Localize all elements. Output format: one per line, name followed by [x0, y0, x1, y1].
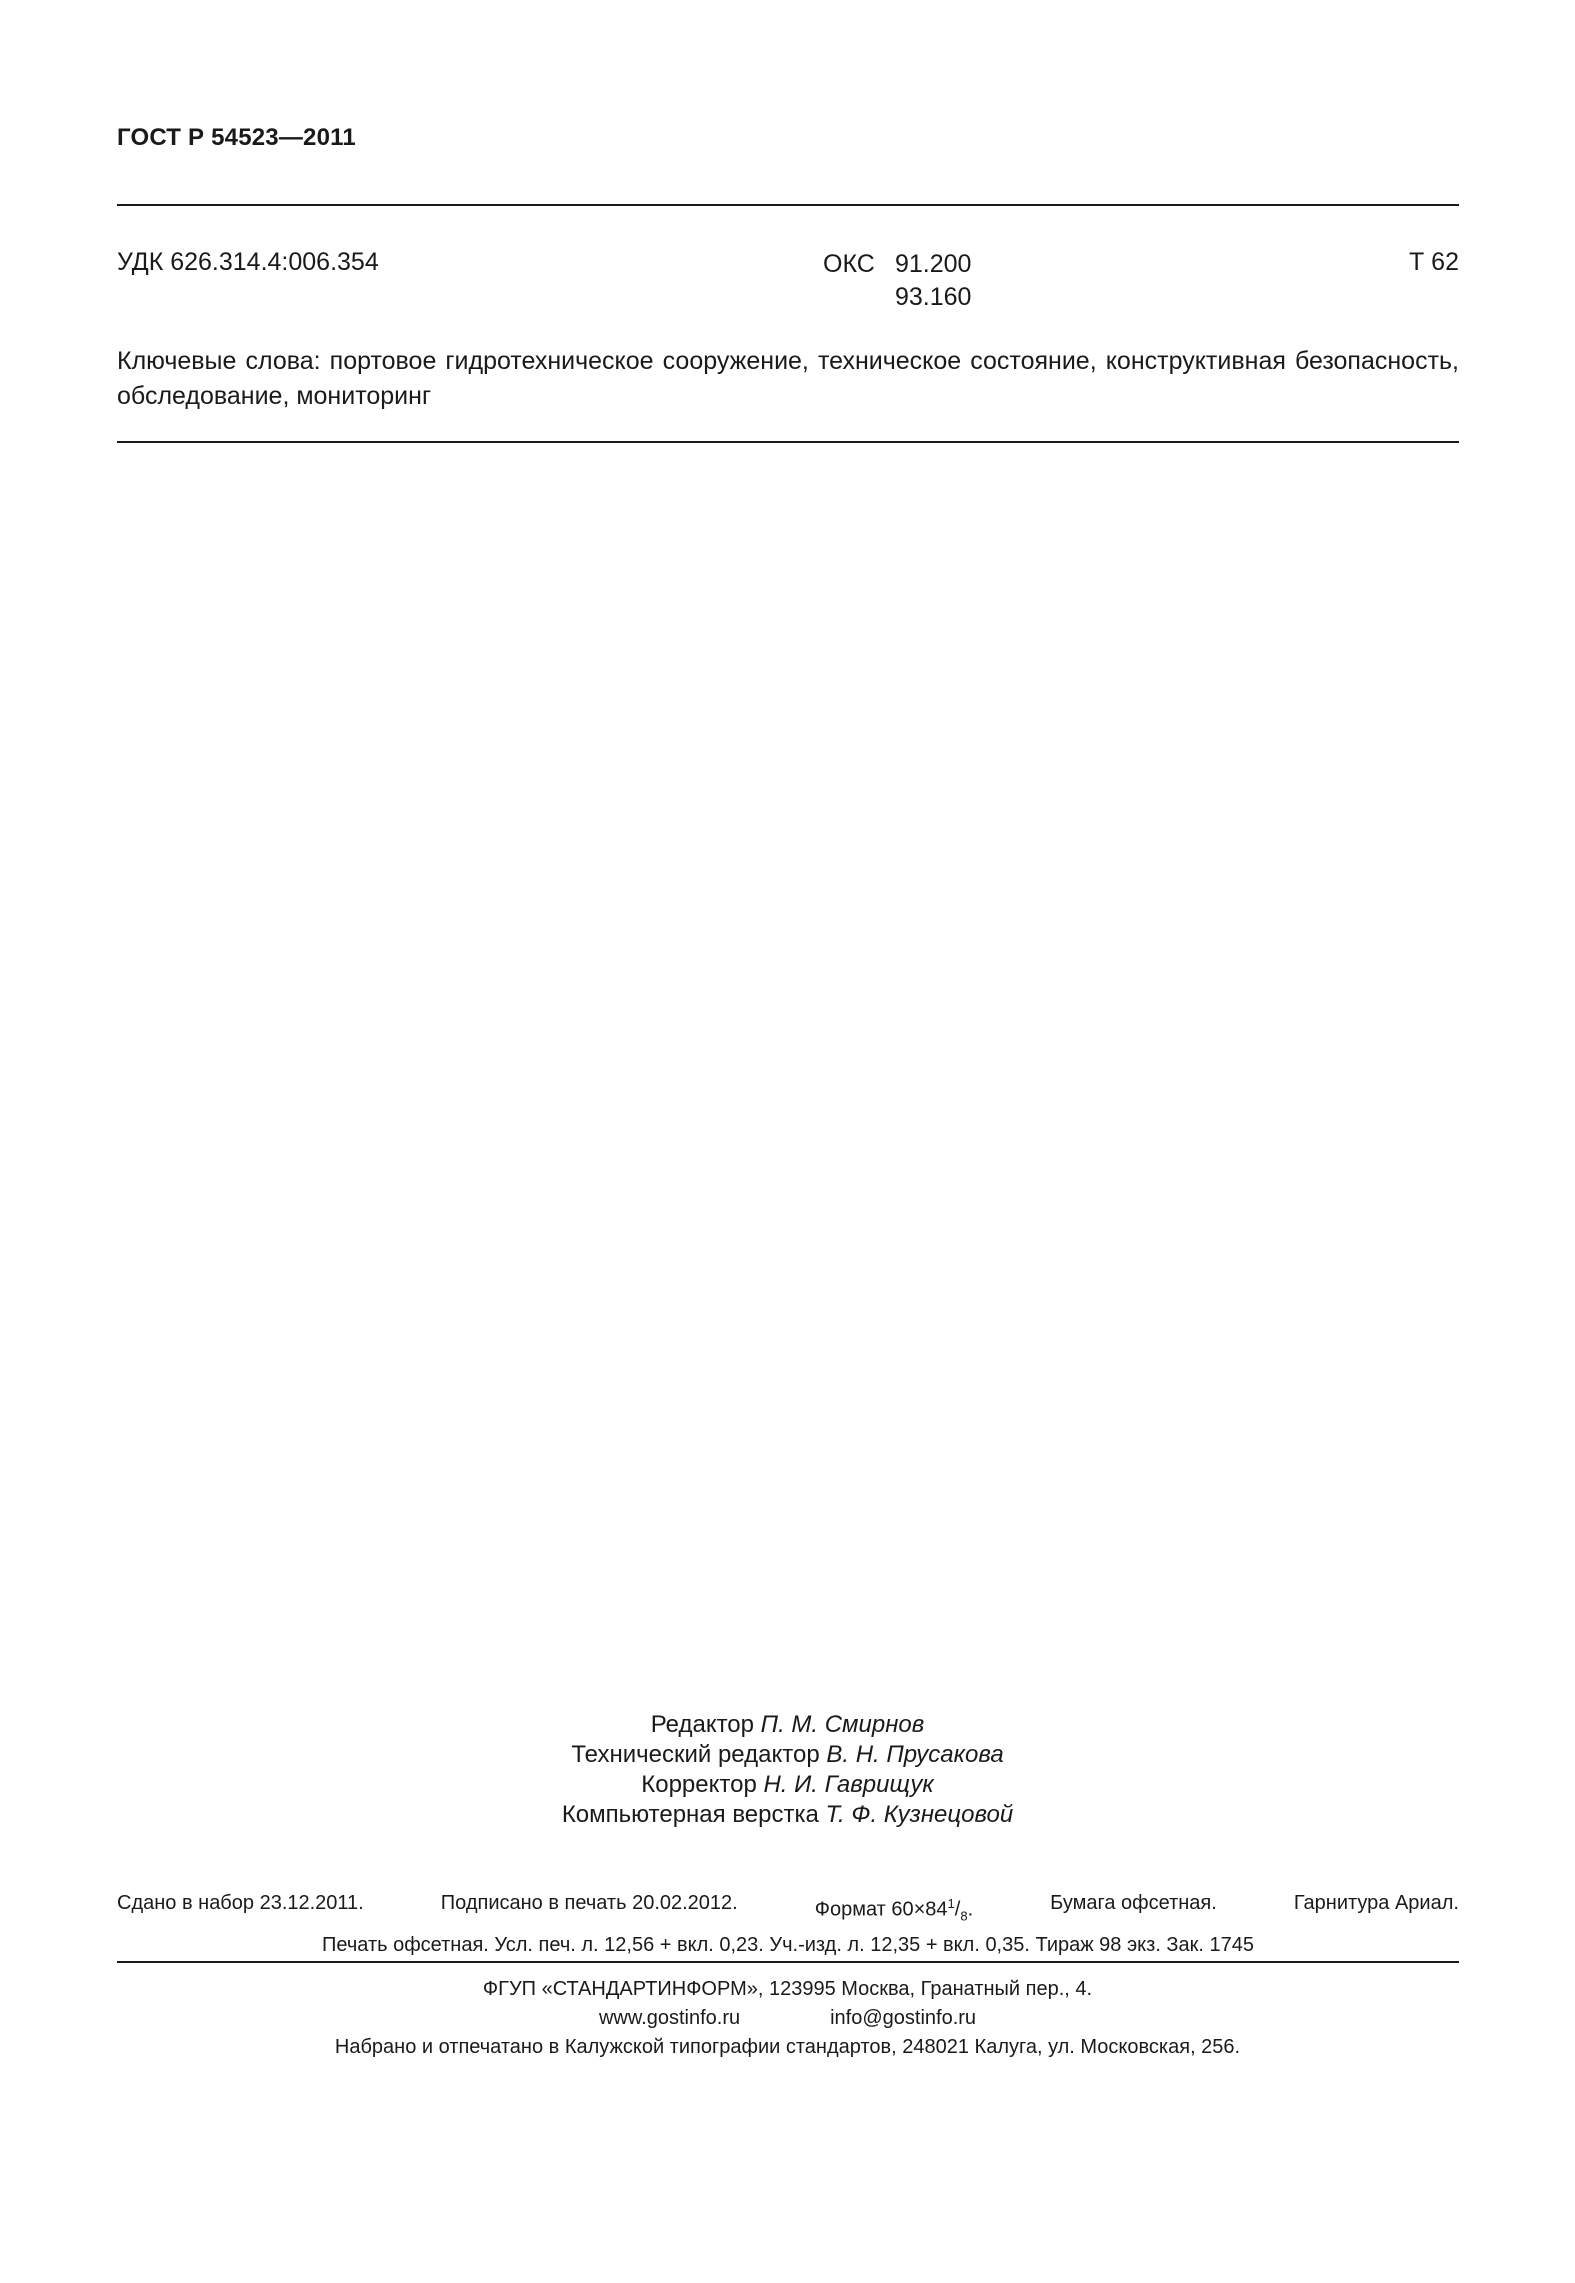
- publisher-contacts: [0, 2004, 1575, 2033]
- oks-block: [823, 248, 971, 314]
- publisher-address: ФГУП «СТАНДАРТИНФОРМ», 123995 Москва, Гранатный пер., 4.: [482, 1978, 1093, 2000]
- credit-person: Т. Ф. Кузнецовой: [825, 1801, 1014, 1828]
- imprint-format-denominator: 8: [960, 1908, 968, 1924]
- publisher-block: [0, 1975, 1575, 2062]
- credit-layout: [0, 1800, 1575, 1830]
- imprint-line-2: Печать офсетная. Усл. печ. л. 12,56 + вкл. 0,23. Уч.-изд. л. 12,35 + вкл. 0,35. Тираж 98 экз. Зак. 1745: [322, 1933, 1254, 1956]
- publisher-website[interactable]: www.gostinfo.ru: [598, 2007, 741, 2029]
- imprint-typeset-date: Сдано в набор 23.12.2011.: [117, 1892, 364, 1914]
- classification-row: [117, 248, 1459, 318]
- credit-role: Компьютерная верстка: [561, 1801, 819, 1828]
- imprint-line-1: [117, 1889, 1459, 1931]
- oks-label: ОКС: [823, 250, 875, 278]
- credit-role: Технический редактор: [571, 1741, 820, 1768]
- imprint-signed-date: Подписано в печать 20.02.2012.: [440, 1892, 738, 1914]
- credits-block: [0, 1710, 1575, 1830]
- credit-tech-editor: [0, 1740, 1575, 1770]
- imprint-format-numerator: 1: [947, 1896, 955, 1911]
- standard-code: ГОСТ Р 54523—2011: [117, 124, 356, 151]
- imprint-typeface: Гарнитура Ариал.: [1293, 1892, 1459, 1914]
- oks-codes: [895, 248, 971, 314]
- credit-person: П. М. Смирнов: [760, 1711, 925, 1738]
- imprint-format-period: .: [967, 1898, 974, 1921]
- credit-person: Н. И. Гаврищук: [763, 1771, 934, 1798]
- credit-editor: [0, 1710, 1575, 1740]
- credit-role: Корректор: [641, 1771, 757, 1798]
- t-code: Т 62: [1408, 248, 1459, 276]
- imprint-block: [117, 1889, 1459, 1960]
- imprint-paper: Бумага офсетная.: [1050, 1892, 1217, 1914]
- udk-code: УДК 626.314.4:006.354: [117, 248, 379, 276]
- divider-top: [117, 204, 1459, 206]
- printer-info: Набрано и отпечатано в Калужской типографии стандартов, 248021 Калуга, ул. Московская, 256.: [334, 2036, 1241, 2058]
- credit-person: В. Н. Прусакова: [826, 1741, 1004, 1768]
- imprint-format: Формат $60\times 84^1/_8$.: [814, 1896, 974, 1924]
- oks-code: 91.200: [895, 250, 972, 278]
- divider-publisher: [117, 1961, 1459, 1963]
- imprint-format-main: Формат 60×84: [814, 1898, 948, 1921]
- credit-role: Редактор: [650, 1711, 754, 1738]
- credit-corrector: [0, 1770, 1575, 1800]
- oks-code: 93.160: [895, 283, 972, 311]
- keywords: Ключевые слова: портовое гидротехническое сооружение, техническое состояние, конструктивная безопасность, обследование, мониторинг: [117, 347, 1459, 410]
- publisher-email[interactable]: info@gostinfo.ru: [830, 2007, 977, 2029]
- divider-keywords: [117, 441, 1459, 443]
